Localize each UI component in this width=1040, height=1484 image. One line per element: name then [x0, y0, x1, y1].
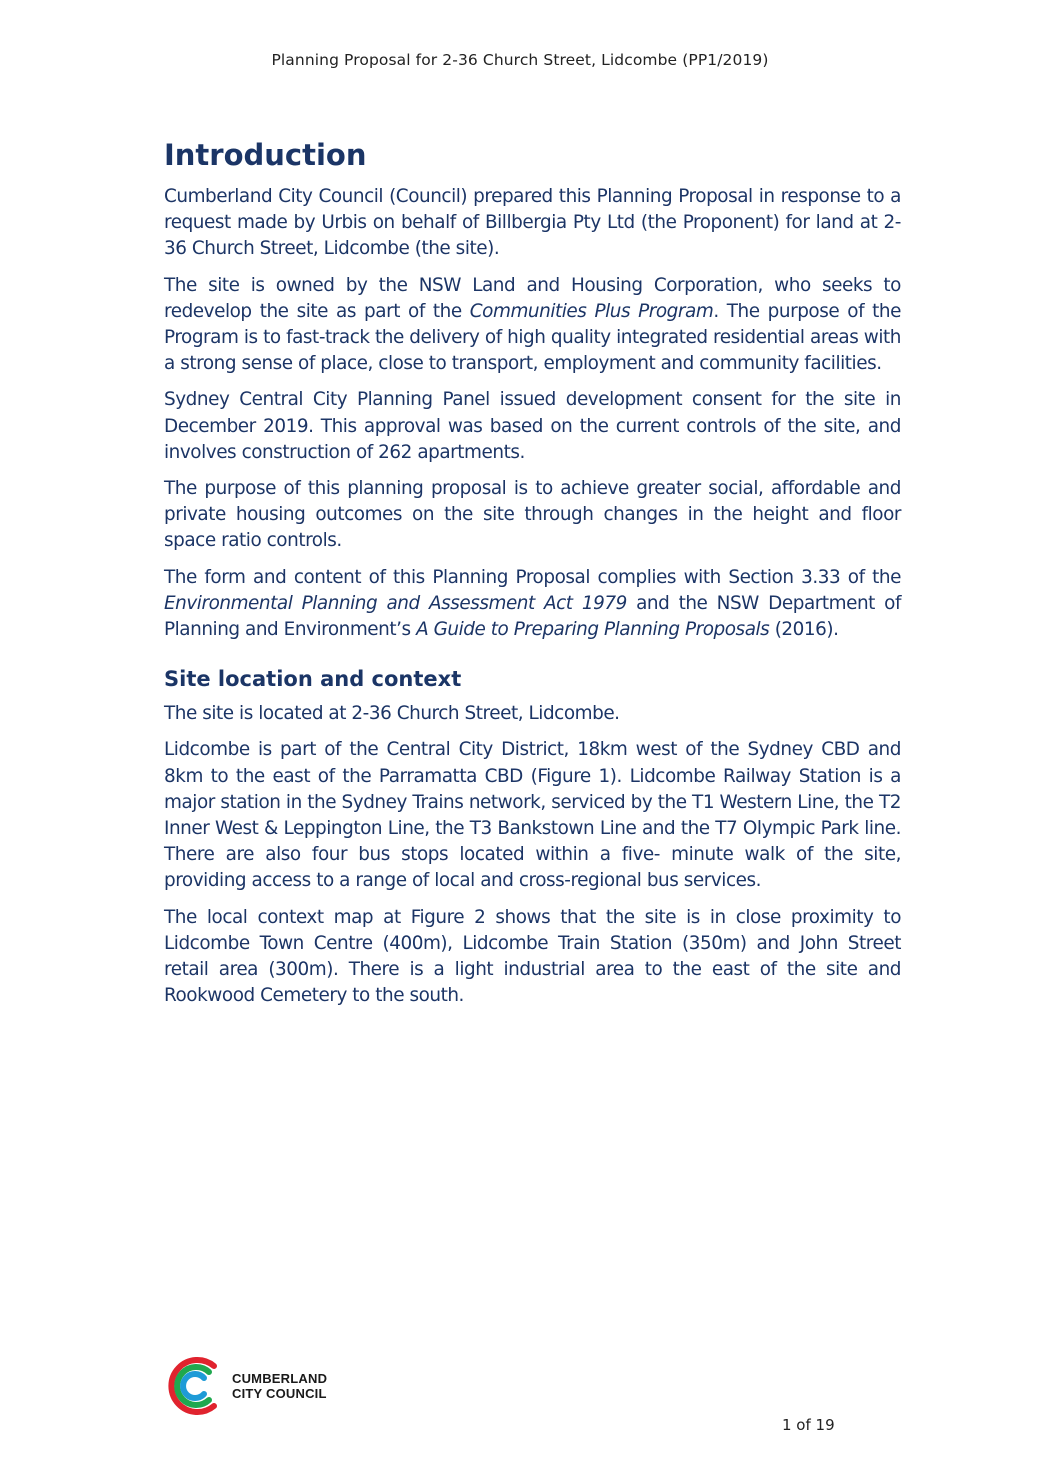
paragraph-text: . The purpose of the Program is to fast-track the delivery of high quality integrated residential areas with a strong sense of place, close to transport, employment and community facilities.: [164, 300, 901, 375]
paragraph-text: and the NSW Department of Planning and Environment’s: [164, 592, 901, 641]
introduction-paragraph-3: Sydney Central City Planning Panel issued development consent for the site in December 2019. This approval was based on the current controls of the site, and involves construction of 262 apartments.: [164, 389, 901, 463]
guide-name: A Guide to Preparing Planning Proposals: [416, 619, 770, 641]
document-body: [164, 136, 901, 1019]
paragraph-text: (2016).: [769, 619, 839, 641]
council-logo-text: [232, 1371, 327, 1401]
introduction-paragraph-5: [164, 565, 901, 644]
council-logo-icon: [162, 1354, 222, 1418]
site-location-paragraph-3: The local context map at Figure 2 shows that the site is in close proximity to Lidcombe Town Centre (400m), Lidcombe Train Station (350m) and John Street retail area (300m). There is a light industrial area to the east of the site and Rookwood Cemetery to the south.: [164, 906, 901, 1007]
site-location-heading: Site location and context: [164, 667, 462, 692]
running-header: Planning Proposal for 2-36 Church Street, Lidcombe (PP1/2019): [271, 51, 769, 69]
paragraph-text: The site is owned by the NSW Land and Housing Corporation, who seeks to redevelop the site as part of the: [164, 274, 901, 322]
site-location-paragraph-2: Lidcombe is part of the Central City District, 18km west of the Sydney CBD and 8km to the east of the Parramatta CBD (Figure 1). Lidcombe Railway Station is a major station in the Sydney Trains network, serviced by the T1 Western Line, the T2 Inner West & Leppington Line, the T3 Bankstown Line and the T7 Olympic Park line. There are also four bus stops located within a five- minute walk of the site, providing access to a range of local and cross-regional bus services.: [164, 739, 901, 892]
logo-line-2: CITY COUNCIL: [232, 1386, 327, 1401]
site-location-paragraph-1: The site is located at 2-36 Church Street, Lidcombe.: [164, 703, 620, 725]
program-name: Communities Plus Program: [469, 300, 714, 322]
introduction-paragraph-1: Cumberland City Council (Council) prepared this Planning Proposal in response to a request made by Urbis on behalf of Billbergia Pty Ltd (the Proponent) for land at 2-36 Church Street, Lidcombe (the site).: [164, 186, 901, 260]
logo-line-1: CUMBERLAND: [232, 1371, 328, 1386]
page-number: 1 of 19: [782, 1416, 835, 1434]
council-logo: [162, 1354, 327, 1418]
introduction-heading: Introduction: [164, 138, 367, 172]
introduction-paragraph-4: The purpose of this planning proposal is to achieve greater social, affordable and private housing outcomes on the site through changes in the height and floor space ratio controls.: [164, 478, 901, 552]
act-name: Environmental Planning and Assessment Act 1979: [164, 592, 627, 614]
paragraph-text: The form and content of this Planning Proposal complies with Section 3.33 of the: [164, 566, 901, 588]
introduction-paragraph-2: [164, 273, 901, 378]
